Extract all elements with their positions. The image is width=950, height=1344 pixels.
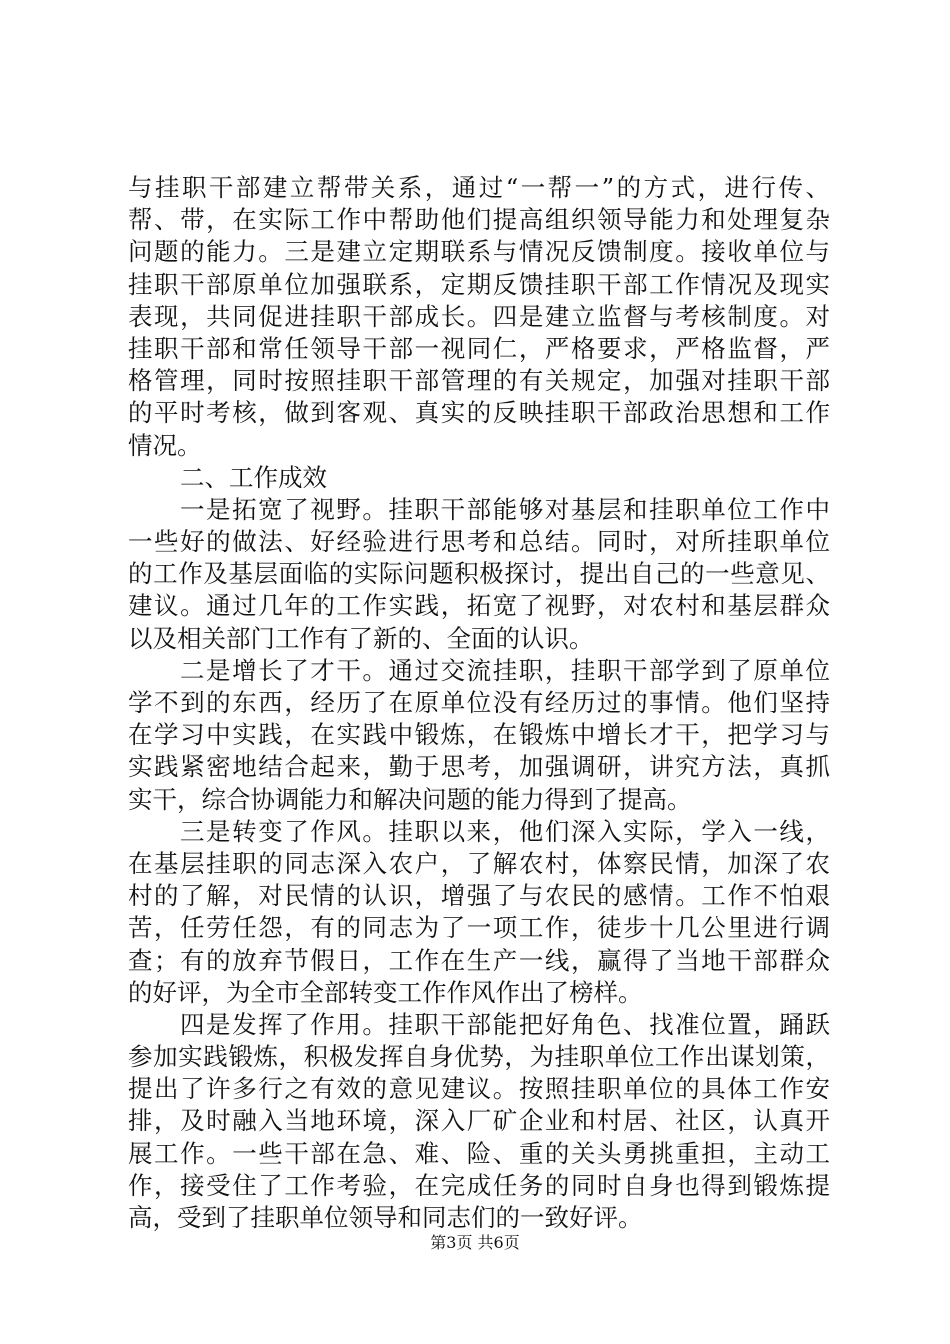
text-line: 在基层挂职的同志深入农户，了解农村，体察民情，加深了农 [128, 848, 830, 878]
document-body [128, 172, 830, 1234]
text-line: 三是转变了作风。挂职以来，他们深入实际，学入一线， [180, 816, 830, 846]
text-line: 苦，任劳任怨，有的同志为了一项工作，徒步十几公里进行调 [128, 913, 830, 943]
text-line: 展工作。一些干部在急、难、险、重的关头勇挑重担，主动工 [128, 1138, 830, 1168]
text-line: 提出了许多行之有效的意见建议。按照挂职单位的具体工作安 [128, 1074, 830, 1104]
text-line: 与挂职干部建立帮带关系，通过“一帮一”的方式，进行传、 [128, 173, 830, 202]
text-line: 学不到的东西，经历了在原单位没有经历过的事情。他们坚持 [128, 688, 830, 717]
text-line: 一些好的做法、好经验进行思考和总结。同时，对所挂职单位 [128, 527, 830, 557]
text-line: 帮、带，在实际工作中帮助他们提高组织领导能力和处理复杂 [128, 205, 830, 235]
page-footer: 第3页 共6页 [430, 1233, 520, 1252]
text-line: 以及相关部门工作有了新的、全面的认识。 [128, 623, 594, 653]
text-line: 挂职干部原单位加强联系，定期反馈挂职干部工作情况及现实 [128, 269, 830, 299]
text-line: 作，接受住了工作考验，在完成任务的同时自身也得到锻炼提 [128, 1170, 830, 1200]
text-line: 建议。通过几年的工作实践，拓宽了视野，对农村和基层群众 [128, 591, 830, 621]
text-line: 实干，综合协调能力和解决问题的能力得到了提高。 [128, 784, 692, 814]
text-line: 挂职干部和常任领导干部一视同仁，严格要求，严格监督，严 [128, 333, 830, 363]
text-line: 排，及时融入当地环境，深入厂矿企业和村居、社区，认真开 [128, 1106, 830, 1136]
text-line: 格管理，同时按照挂职干部管理的有关规定，加强对挂职干部 [128, 366, 830, 396]
text-line: 二是增长了才干。通过交流挂职，挂职干部学到了原单位 [180, 655, 830, 685]
text-line: 的工作及基层面临的实际问题积极探讨，提出自己的一些意见、 [128, 559, 830, 589]
text-line: 二、工作成效 [180, 462, 327, 492]
text-line: 村的了解，对民情的认识，增强了与农民的感情。工作不怕艰 [128, 881, 830, 911]
text-line: 问题的能力。三是建立定期联系与情况反馈制度。接收单位与 [128, 237, 830, 267]
text-line: 高，受到了挂职单位领导和同志们的一致好评。 [128, 1203, 643, 1232]
text-line: 表现，共同促进挂职干部成长。四是建立监督与考核制度。对 [128, 301, 830, 331]
text-line: 一是拓宽了视野。挂职干部能够对基层和挂职单位工作中 [180, 494, 830, 524]
text-line: 四是发挥了作用。挂职干部能把好角色、找准位置，踊跃 [180, 1009, 830, 1039]
text-line: 在学习中实践，在实践中锻炼，在锻炼中增长才干，把学习与 [128, 720, 830, 750]
text-line: 的平时考核，做到客观、真实的反映挂职干部政治思想和工作 [128, 398, 830, 428]
text-line: 参加实践锻炼，积极发挥自身优势，为挂职单位工作出谋划策， [128, 1042, 830, 1072]
text-line: 查；有的放弃节假日，工作在生产一线，赢得了当地干部群众 [128, 945, 830, 975]
text-line: 实践紧密地结合起来，勤于思考，加强调研，讲究方法，真抓 [128, 752, 830, 782]
text-line: 的好评，为全市全部转变工作作风作出了榜样。 [128, 977, 643, 1007]
text-line: 情况。 [128, 430, 202, 460]
